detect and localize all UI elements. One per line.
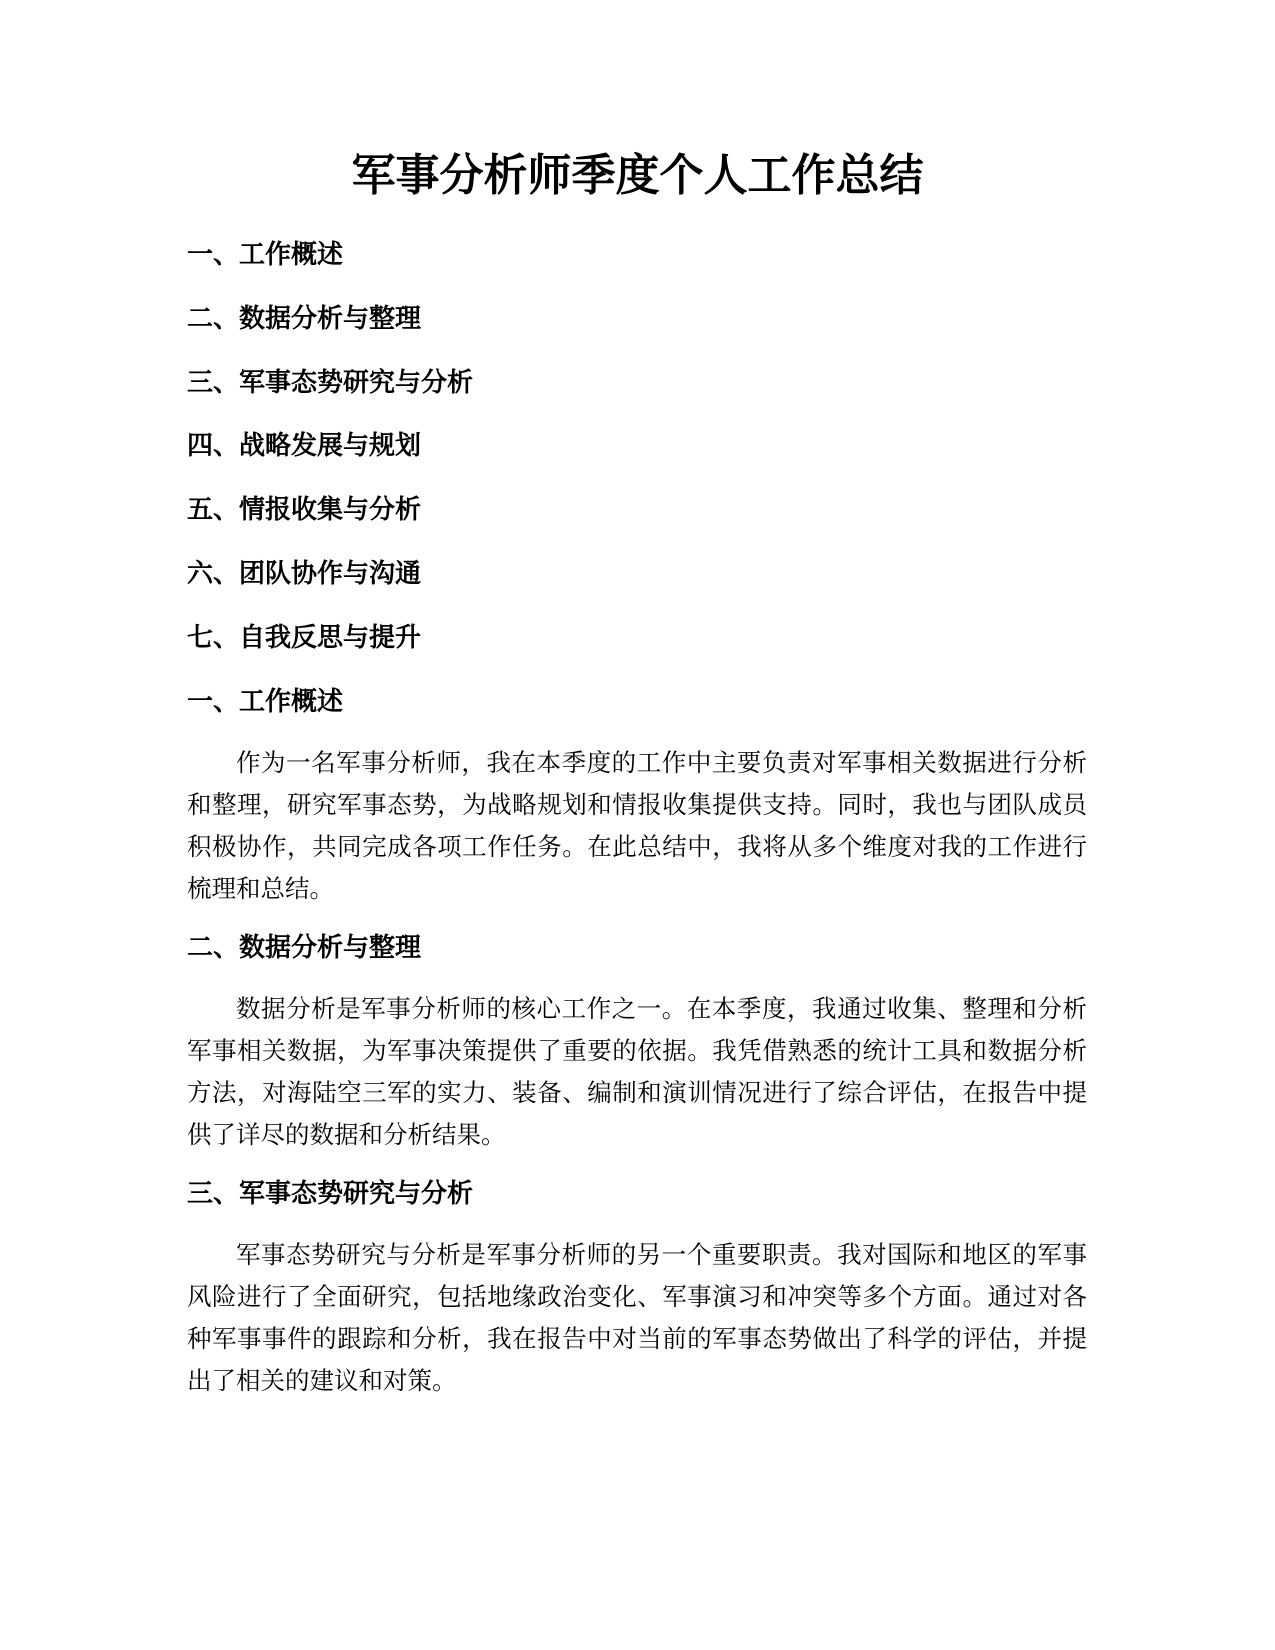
section-paragraph: 作为一名军事分析师，我在本季度的工作中主要负责对军事相关数据进行分析和整理，研究军事态势，为战略规划和情报收集提供支持。同时，我也与团队成员积极协作，共同完成各项工作任务。在此总结中，我将从多个维度对我的工作进行梳理和总结。 xyxy=(187,748,1087,903)
section-heading: 一、工作概述 xyxy=(187,687,344,717)
toc-item: 三、军事态势研究与分析 xyxy=(187,368,474,398)
section-heading: 三、军事态势研究与分析 xyxy=(187,1179,474,1209)
section-heading: 二、数据分析与整理 xyxy=(187,933,422,963)
toc-item: 七、自我反思与提升 xyxy=(187,623,422,653)
page-title: 军事分析师季度个人工作总结 xyxy=(351,150,924,201)
toc-item: 一、工作概述 xyxy=(187,240,344,270)
section-paragraph: 数据分析是军事分析师的核心工作之一。在本季度，我通过收集、整理和分析军事相关数据，为军事决策提供了重要的依据。我凭借熟悉的统计工具和数据分析方法，对海陆空三军的实力、装备、编制和演训情况进行了综合评估，在报告中提供了详尽的数据和分析结果。 xyxy=(187,994,1087,1149)
toc-item: 四、战略发展与规划 xyxy=(187,431,422,461)
toc-item: 二、数据分析与整理 xyxy=(187,304,422,334)
toc-item: 六、团队协作与沟通 xyxy=(187,559,422,589)
toc-item: 五、情报收集与分析 xyxy=(187,495,422,525)
section-paragraph: 军事态势研究与分析是军事分析师的另一个重要职责。我对国际和地区的军事风险进行了全面研究，包括地缘政治变化、军事演习和冲突等多个方面。通过对各种军事事件的跟踪和分析，我在报告中对当前的军事态势做出了科学的评估，并提出了相关的建议和对策。 xyxy=(187,1240,1087,1395)
